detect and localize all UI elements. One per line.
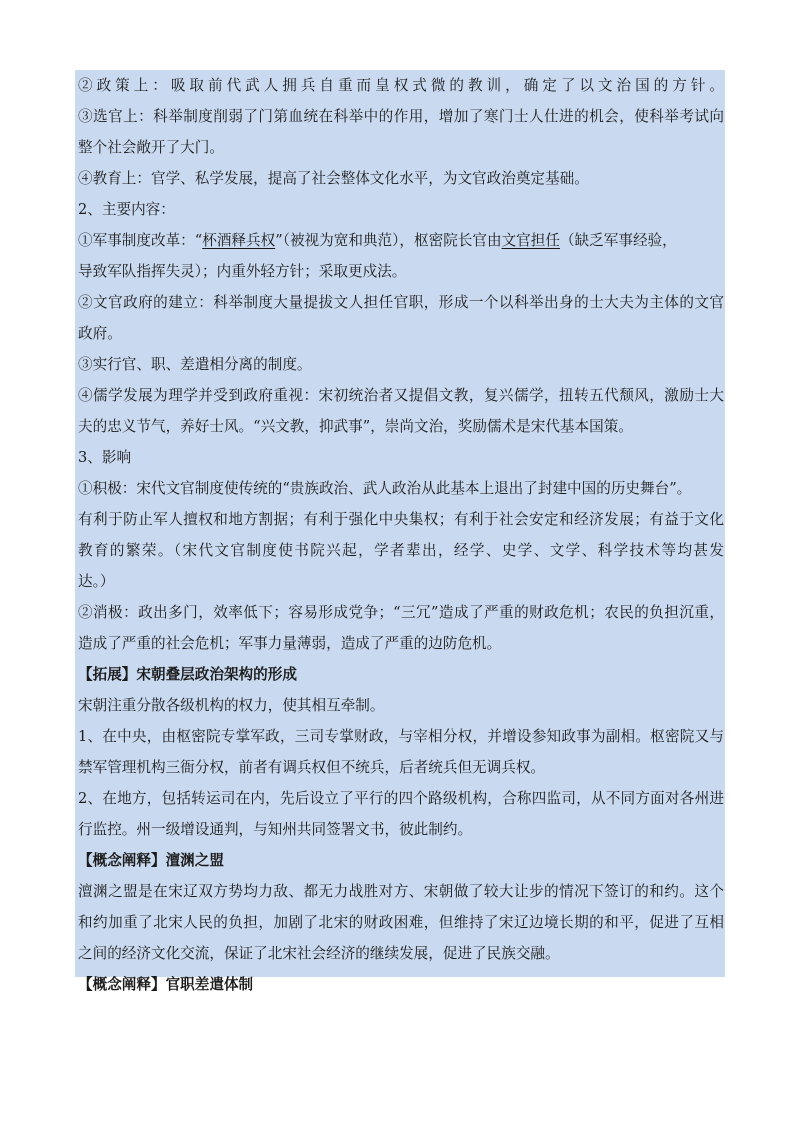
- military-prefix: ①军事制度改革：“: [78, 232, 203, 249]
- separation-item: ③实行官、职、差遣相分离的制度。: [78, 356, 312, 373]
- education-item: ④教育上：官学、私学发展，提高了社会整体文化水平，为文官政治奠定基础。: [78, 170, 589, 187]
- confucian-line2: 夫的忠义节气，养好士风。“兴文教，抑武事”，崇尚文治，奖励儒术是宋代基本国策。: [78, 418, 633, 435]
- chanyuan-line1: 澶渊之盟是在宋辽双方势均力敌、都无力战胜对方、宋朝做了较大让步的情况下签订的和约。这个: [78, 883, 724, 900]
- negative-line1: ②消极：政出多门，效率低下；容易形成党争；“三冗”造成了严重的财政危机；农民的负担沉重，: [78, 604, 724, 621]
- selection-item-line1: ③选官上：科举制度削弱了门第血统在科举中的作用，增加了寒门士人仕进的机会，使科举考试向: [78, 108, 724, 125]
- official-system-heading: 【概念阐释】官职差遣体制: [78, 976, 254, 993]
- civil-govt-line2: 政府。: [78, 325, 122, 342]
- selection-item-line2: 整个社会敞开了大门。: [78, 139, 224, 156]
- military-mid: ”（被视为宽和典范），枢密院长官由: [275, 232, 502, 249]
- chanyuan-line3: 之间的经济文化交流，保证了北宋社会经济的继续发展，促进了民族交融。: [78, 945, 560, 962]
- policy-item: ②政策上：吸取前代武人拥兵自重而皇权式微的教训，确定了以文治国的方针。: [78, 77, 724, 94]
- expansion-heading: 【拓展】宋朝叠层政治架构的形成: [78, 666, 297, 683]
- local-line1: 2、在地方，包括转运司在内，先后设立了平行的四个路级机构，合称四监司，从不同方面对各州进: [78, 790, 724, 807]
- civil-official-term: 文官担任: [501, 232, 560, 249]
- civil-govt-line1: ②文官政府的建立：科举制度大量提拔文人担任官职，形成一个以科举出身的士大夫为主体的文官: [78, 294, 724, 311]
- military-suffix: （缺乏军事经验，: [559, 232, 677, 249]
- positive-line2: 有利于防止军人擅权和地方割据；有利于强化中央集权；有利于社会安定和经济发展；有益于文化: [78, 511, 724, 528]
- expansion-intro: 宋朝注重分散各级机构的权力，使其相互牵制。: [78, 697, 385, 714]
- negative-line2: 造成了严重的社会危机；军事力量薄弱，造成了严重的边防危机。: [78, 635, 502, 652]
- local-line2: 行监控。州一级增设通判，与知州共同签署文书，彼此制约。: [78, 821, 473, 838]
- chanyuan-line2: 和约加重了北宋人民的负担，加剧了北宋的财政困难，但维持了宋辽边境长期的和平，促进了互相: [78, 914, 724, 931]
- central-line2: 禁军管理机构三衙分权，前者有调兵权但不统兵，后者统兵但无调兵权。: [78, 759, 546, 776]
- impact-heading: 3、影响: [78, 449, 132, 466]
- central-line1: 1、在中央，由枢密院专掌军政，三司专掌财政，与宰相分权，并增设参知政事为副相。枢密院又与: [78, 728, 724, 745]
- cup-of-wine-term: 杯酒释兵权: [202, 232, 276, 249]
- military-reform-line1: [78, 231, 724, 251]
- military-reform-line2: 导致军队指挥失灵）；内重外轻方针；采取更戍法。: [78, 263, 407, 280]
- chanyuan-heading: 【概念阐释】澶渊之盟: [78, 852, 224, 869]
- positive-line1: ①积极：宋代文官制度使传统的“贵族政治、武人政治从此基本上退出了封建中国的历史舞台”。: [78, 480, 692, 497]
- main-content-heading: 2、主要内容：: [78, 201, 175, 218]
- positive-line4: 达。）: [78, 573, 115, 590]
- positive-line3: 教育的繁荣。（宋代文官制度使书院兴起，学者辈出，经学、史学、文学、科学技术等均甚发: [78, 542, 724, 559]
- confucian-line1: ④儒学发展为理学并受到政府重视：宋初统治者又提倡文教，复兴儒学，扭转五代颓风，激励士大: [78, 387, 724, 404]
